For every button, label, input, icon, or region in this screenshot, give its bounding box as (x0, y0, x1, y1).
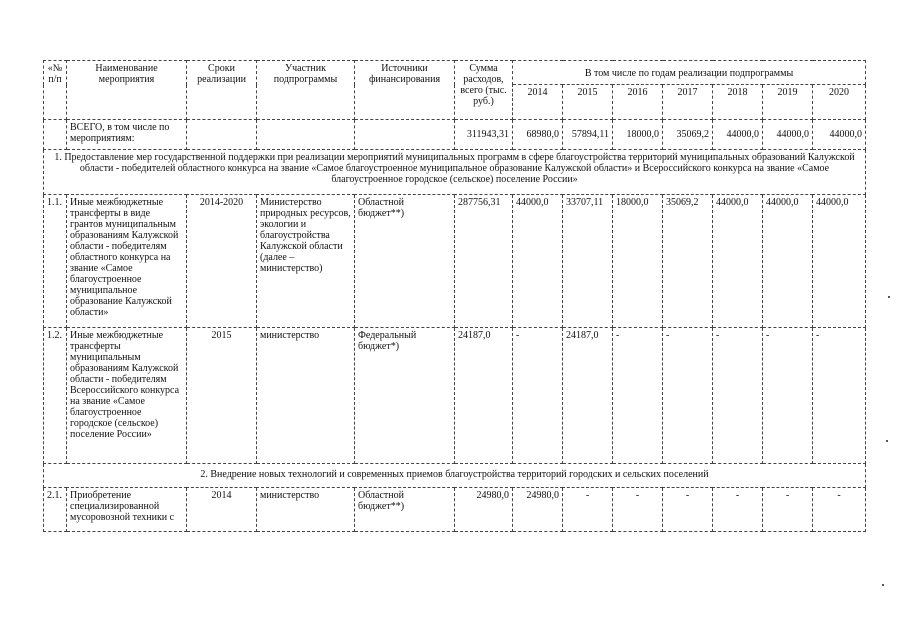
row-2-1-terms: 2014 (187, 488, 257, 532)
section-2-title: 2. Внедрение новых технологий и современных приемов благоустройства территорий городских и сельских поселений (44, 464, 866, 488)
row-1-2-terms: 2015 (187, 328, 257, 464)
row-1-2-2018: - (713, 328, 763, 464)
row-2-1-2015: - (563, 488, 613, 532)
total-2015: 57894,11 (563, 120, 613, 150)
row-1-1-terms: 2014-2020 (187, 195, 257, 328)
header-sum-text: Сумма расходов, всего (тыс. руб.) (460, 63, 507, 107)
row-1-2-source: Федеральный бюджет*) (355, 328, 455, 464)
subprogram-activities-table (43, 60, 866, 532)
row-1-1-2014: 44000,0 (513, 195, 563, 328)
row-2-1-2020: - (813, 488, 866, 532)
header-terms (187, 61, 257, 120)
row-1-1-num: 1.1. (44, 195, 67, 328)
row-1-1-2016: 18000,0 (613, 195, 663, 328)
row-2-1-sum: 24980,0 (455, 488, 513, 532)
header-by-years (513, 61, 866, 85)
total-label (67, 120, 187, 150)
header-num-text: «№ п/п (47, 63, 63, 85)
row-2-1-source: Областной бюджет**) (355, 488, 455, 532)
section-1-title: 1. Предоставление мер государственной поддержки при реализации мероприятий муниципальных программ в сфере благоустройства территорий муниципальных образований Калужской области - победителей областного конкурса на звание «Самое благоустроенное муниципальное образование Калужской области» и Всероссийского конкурса на звание «Самое благоустроенное городское (сельское) поселение России» (44, 150, 866, 195)
row-1-2-2014: - (513, 328, 563, 464)
row-1-1-sum: 287756,31 (455, 195, 513, 328)
row-1-1-source: Областной бюджет**) (355, 195, 455, 328)
header-sources-text: Источники финансирования (368, 63, 441, 85)
total-2014: 68980,0 (513, 120, 563, 150)
row-1-1-2017: 35069,2 (663, 195, 713, 328)
total-terms (187, 120, 257, 150)
row-1-1-2015: 33707,11 (563, 195, 613, 328)
header-year-2019: 2019 (763, 85, 813, 120)
total-label-text: ВСЕГО, в том числе по мероприятиям: (70, 122, 170, 144)
total-source (355, 120, 455, 150)
row-2-1-2017: - (663, 488, 713, 532)
row-1-2-2020: - (813, 328, 866, 464)
header-year-2020: 2020 (813, 85, 866, 120)
row-1-1-participant: Министерство природных ресурсов, экологии и благоустройства Калужской области (далее – министерство) (257, 195, 355, 328)
total-participant (257, 120, 355, 150)
header-name (67, 61, 187, 120)
section-2-row (44, 464, 866, 488)
header-sum (455, 61, 513, 120)
scan-speck (882, 584, 884, 586)
row-1-2-participant: министерство (257, 328, 355, 464)
row-1-2-2015: 24187,0 (563, 328, 613, 464)
header-participant-text: Участник подпрограммы (273, 63, 338, 85)
total-2017: 35069,2 (663, 120, 713, 150)
total-num (44, 120, 67, 150)
row-1-1-2019: 44000,0 (763, 195, 813, 328)
table-row-1-2 (44, 328, 866, 464)
header-year-2017: 2017 (663, 85, 713, 120)
row-1-2-2017: - (663, 328, 713, 464)
header-num (44, 61, 67, 120)
header-sources (355, 61, 455, 120)
total-2019: 44000,0 (763, 120, 813, 150)
total-2018: 44000,0 (713, 120, 763, 150)
header-year-2018: 2018 (713, 85, 763, 120)
row-1-2-num: 1.2. (44, 328, 67, 464)
row-1-1-2020: 44000,0 (813, 195, 866, 328)
scan-speck (888, 296, 890, 298)
table-row-2-1 (44, 488, 866, 532)
row-2-1-2014: 24980,0 (513, 488, 563, 532)
row-1-2-2016: - (613, 328, 663, 464)
table-row-1-1 (44, 195, 866, 328)
header-terms-text: Сроки реализации (197, 63, 246, 85)
header-name-text: Наименование мероприятия (95, 63, 158, 85)
row-1-1-2018: 44000,0 (713, 195, 763, 328)
row-2-1-num: 2.1. (44, 488, 67, 532)
row-2-1-2018: - (713, 488, 763, 532)
row-2-1-2019: - (763, 488, 813, 532)
row-2-1-name: Приобретение специализированной мусоровозной техники с (67, 488, 187, 532)
row-1-2-2019: - (763, 328, 813, 464)
table-header-row (44, 61, 866, 85)
total-2020: 44000,0 (813, 120, 866, 150)
row-2-1-2016: - (613, 488, 663, 532)
row-1-1-name: Иные межбюджетные трансферты в виде грантов муниципальным образованиям Калужской области - победителям областного конкурса на звание «Самое благоустроенное муниципальное образование Калужской области» (67, 195, 187, 328)
row-1-2-sum: 24187,0 (455, 328, 513, 464)
header-by-years-text: В том числе по годам реализации подпрограммы (584, 68, 794, 79)
header-year-2015: 2015 (563, 85, 613, 120)
total-sum: 311943,31 (455, 120, 513, 150)
section-1-row (44, 150, 866, 195)
total-row (44, 120, 866, 150)
header-year-2016: 2016 (613, 85, 663, 120)
header-year-2014: 2014 (513, 85, 563, 120)
scan-speck (886, 440, 888, 442)
row-1-2-name: Иные межбюджетные трансферты муниципальным образованиям Калужской области - победителям Всероссийского конкурса на звание «Самое благоустроенное городское (сельское) поселение России» (67, 328, 187, 464)
row-2-1-participant: министерство (257, 488, 355, 532)
total-2016: 18000,0 (613, 120, 663, 150)
header-participant (257, 61, 355, 120)
